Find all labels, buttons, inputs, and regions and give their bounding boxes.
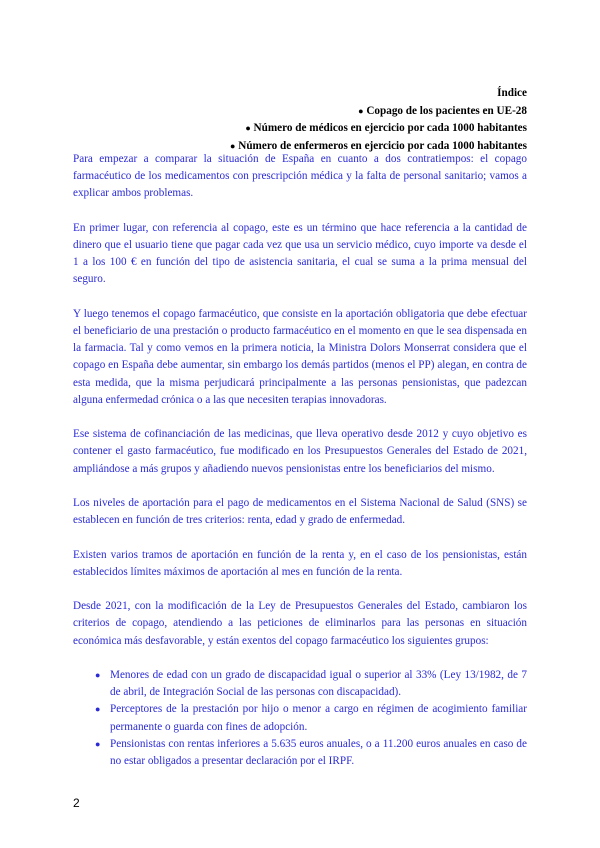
bullet-icon: ●: [95, 669, 101, 680]
bullet-icon: ●: [95, 704, 101, 715]
list-item: ● Menores de edad con un grado de discapacidad igual o superior al 33% (Ley 13/1982, de 7 de abril, de Integración Social de las personas con discapacidad).: [95, 668, 527, 699]
paragraph: Desde 2021, con la modificación de la Ley de Presupuestos Generales del Estado, cambiaron los criterios de copago, atendiendo a las peticiones de eliminarlos para las personas en situación económica más desfavorable, y están exentos del copago farmacéutico los siguientes grupos:: [73, 600, 527, 647]
paragraph: Y luego tenemos el copago farmacéutico, que consiste en la aportación obligatoria que debe efectuar el beneficiario de una prestación o producto farmacéutico en el momento en que le sea dispensada en la farmacia. Tal y como vemos en la primera noticia, la Ministra Dolors Monserrat considera que el copago en España debe aumentar, sin embargo los demás partidos (menos el PP) alegan, en contra de esta medida, que la misma perjudicará principalmente a las personas pensionistas, que padezcan alguna enfermedad crónica o a las que necesiten terapias innovadoras.: [73, 307, 527, 406]
paragraph: Ese sistema de cofinanciación de las medicinas, que lleva operativo desde 2012 y cuyo objetivo es contener el gasto farmacéutico, fue modificado en los Presupuestos Generales del Estado de 2021, ampliándose a más grupos y añadiendo nuevos pensionistas entre los beneficiarios del mismo.: [73, 428, 527, 475]
body-text: [73, 151, 527, 770]
bullet-icon: ●: [95, 738, 101, 749]
paragraph: Para empezar a comparar la situación de España en cuanto a dos contratiempos: el copago farmacéutico de los medicamentos con prescripción médica y la falta de personal sanitario; vamos a explicar ambos problemas.: [73, 153, 527, 200]
exempt-groups-list: [73, 667, 527, 770]
paragraph: Existen varios tramos de aportación en función de la renta y, en el caso de los pensionistas, están establecidos límites máximos de aportación al mes en función de la renta.: [73, 548, 527, 578]
index-section: [221, 85, 527, 155]
index-title: Índice: [497, 87, 527, 99]
index-item: ● Copago de los pacientes en UE-28: [221, 103, 527, 121]
index-item: ● Número de enfermeros en ejercicio por cada 1000 habitantes: [221, 138, 527, 156]
paragraph: Los niveles de aportación para el pago de medicamentos en el Sistema Nacional de Salud (SNS) se establecen en función de tres criterios: renta, edad y grado de enfermedad.: [73, 497, 527, 527]
paragraph: En primer lugar, con referencia al copago, este es un término que hace referencia a la cantidad de dinero que el usuario tiene que pagar cada vez que usa un servicio médico, cuyo importe va desde el 1 a los 100 € en función del tipo de asistencia sanitaria, el cual se suma a la prima mensual del seguro.: [73, 221, 527, 286]
index-item: ● Número de médicos en ejercicio por cada 1000 habitantes: [221, 120, 527, 138]
list-item: ● Perceptores de la prestación por hijo o menor a cargo en régimen de acogimiento familiar permanente o guarda con fines de adopción.: [95, 703, 527, 733]
bullet-icon: ●: [358, 105, 364, 116]
page-number: 2: [73, 796, 80, 810]
list-item: ● Pensionistas con rentas inferiores a 5.635 euros anuales, o a 11.200 euros anuales en caso de no estar obligados a presentar declaración por el IRPF.: [95, 737, 527, 767]
bullet-icon: ●: [230, 140, 236, 151]
bullet-icon: ●: [245, 123, 251, 133]
